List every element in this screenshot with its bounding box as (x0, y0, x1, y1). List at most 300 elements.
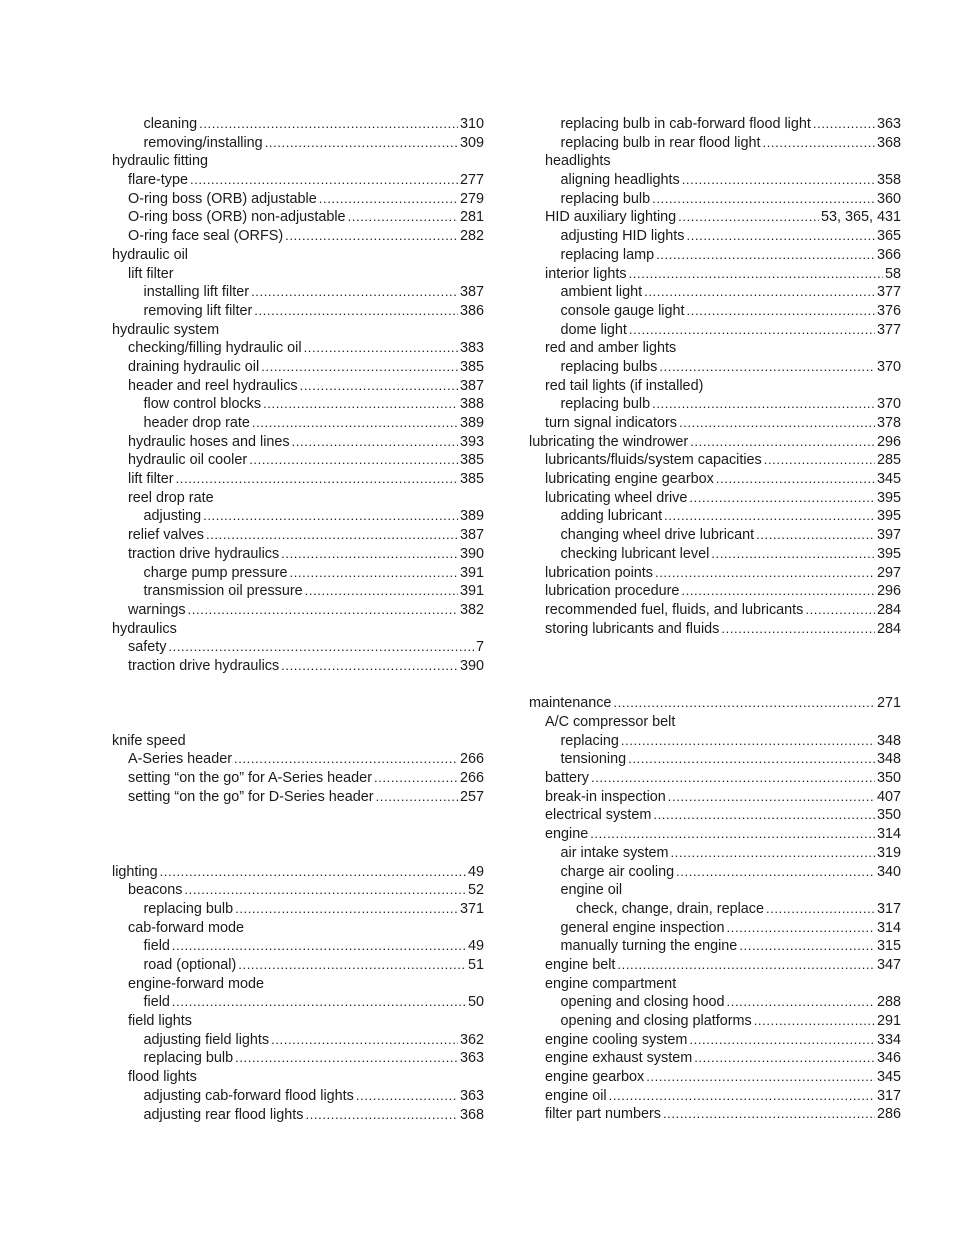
index-term: interior lights (545, 265, 627, 282)
page-number-link[interactable]: 371 (459, 900, 484, 917)
page-number-link[interactable]: 297 (876, 564, 901, 581)
page-number-link[interactable]: 390 (459, 657, 484, 674)
index-entry-check-change-drain-replace[interactable] (529, 900, 901, 919)
dot-leader (265, 134, 458, 153)
page-number-link[interactable]: 53, 365, 431 (820, 209, 901, 226)
page-number-link[interactable]: 390 (459, 545, 484, 562)
index-entry-engine-exhaust-system[interactable] (529, 1049, 901, 1068)
index-term: lift filter (128, 265, 174, 282)
index-term: setting “on the go” for D-Series header (128, 788, 374, 805)
index-entry-hydraulic-oil (112, 246, 484, 265)
index-entry-replacing-bulb[interactable] (529, 395, 901, 414)
index-entry-removing-lift-filter[interactable] (112, 302, 484, 321)
index-entry-header-and-reel-hydraulics[interactable] (112, 377, 484, 396)
dot-leader (271, 1031, 458, 1050)
index-entry-lubrication-points[interactable] (529, 564, 901, 583)
index-entry-adding-lubricant[interactable] (529, 507, 901, 526)
page-number-link[interactable]: 285 (876, 452, 901, 469)
index-entry-replacing-bulbs[interactable] (529, 358, 901, 377)
page-number-link[interactable]: 382 (459, 601, 484, 618)
dot-leader (686, 227, 875, 246)
page-number-link[interactable]: 385 (459, 452, 484, 469)
index-entry-adjusting-field-lights[interactable] (112, 1031, 484, 1050)
page-number-link[interactable]: 350 (876, 807, 901, 824)
index-entry-engine[interactable] (529, 825, 901, 844)
index-term: transmission oil pressure (143, 583, 303, 600)
dot-leader (721, 620, 875, 639)
index-entry-flow-control-blocks[interactable] (112, 395, 484, 414)
page-number-link[interactable]: 348 (876, 751, 901, 768)
index-term: red tail lights (if installed) (545, 377, 704, 394)
page-number-link[interactable]: 388 (459, 396, 484, 413)
index-term: adjusting cab-forward flood lights (143, 1087, 354, 1104)
page-number-link[interactable]: 271 (876, 695, 901, 712)
page-number-link[interactable]: 389 (459, 508, 484, 525)
index-entry-draining-hydraulic-oil[interactable] (112, 358, 484, 377)
index-term: ambient light (560, 284, 643, 301)
index-term: A/C compressor belt (545, 714, 676, 731)
page-number-link[interactable]: 350 (876, 770, 901, 787)
index-entry-transmission-oil-pressure[interactable] (112, 582, 484, 601)
index-entry-relief-valves[interactable] (112, 526, 484, 545)
index-entry-traction-drive-hydraulics[interactable] (112, 545, 484, 564)
dot-leader (261, 358, 458, 377)
dot-leader (254, 302, 458, 321)
page-number-link[interactable]: 58 (884, 265, 901, 282)
index-term: knife speed (112, 732, 186, 749)
page-number-link[interactable]: 363 (459, 1087, 484, 1104)
dot-leader (304, 339, 458, 358)
index-term: adjusting (143, 508, 202, 525)
index-entry-replacing-bulb[interactable] (112, 1049, 484, 1068)
page-number-link[interactable]: 383 (459, 340, 484, 357)
dot-leader (690, 433, 875, 452)
dot-leader (263, 395, 458, 414)
index-term: safety (128, 639, 167, 656)
dot-leader (739, 937, 875, 956)
dot-leader (190, 171, 458, 190)
page-number-link[interactable]: 345 (876, 471, 901, 488)
page-number-link[interactable]: 397 (876, 527, 901, 544)
index-term: beacons (128, 882, 183, 899)
index-entry-air-intake-system[interactable] (529, 844, 901, 863)
index-entry-setting-on-the-go-for-d-series-header[interactable] (112, 788, 484, 807)
index-term: engine gearbox (545, 1069, 645, 1086)
index-term: setting “on the go” for A-Series header (128, 770, 372, 787)
page-number-link[interactable]: 266 (459, 751, 484, 768)
page-number-link[interactable]: 378 (876, 415, 901, 431)
index-entry-lift-filter (112, 265, 484, 284)
dot-leader (184, 881, 466, 900)
index-entry-storing-lubricants-and-fluids[interactable] (529, 620, 901, 639)
index-entry-lighting[interactable] (112, 863, 484, 882)
index-term: opening and closing hood (560, 994, 725, 1011)
dot-leader (235, 1049, 458, 1068)
dot-leader (300, 377, 458, 396)
dot-leader (681, 582, 875, 601)
index-term: O-ring boss (ORB) non-adjustable (128, 209, 346, 226)
index-entry-aligning-headlights[interactable] (529, 171, 901, 190)
index-term: maintenance (529, 695, 612, 712)
index-entry-hydraulic-fitting (112, 152, 484, 171)
page-number-link[interactable]: 387 (459, 377, 484, 394)
index-entry-field[interactable] (112, 937, 484, 956)
index-entry-dome-light[interactable] (529, 321, 901, 340)
index-entry-field[interactable] (112, 993, 484, 1012)
page-number-link[interactable]: 348 (876, 732, 901, 749)
dot-leader (252, 414, 458, 433)
dot-leader (664, 507, 875, 526)
page-number-link[interactable]: 49 (467, 863, 484, 880)
index-term: engine (545, 826, 589, 843)
dot-leader (376, 788, 458, 807)
index-entry-o-ring-boss-orb-adjustable[interactable] (112, 190, 484, 209)
index-entry-lift-filter[interactable] (112, 470, 484, 489)
index-entry-engine-oil[interactable] (529, 1087, 901, 1106)
index-term: reel drop rate (128, 489, 214, 506)
dot-leader (160, 863, 466, 882)
page-number-link[interactable]: 7 (475, 639, 484, 656)
dot-leader (656, 246, 875, 265)
index-entry-cleaning[interactable] (112, 115, 484, 134)
dot-leader (652, 190, 875, 209)
page-number-link[interactable]: 393 (459, 433, 484, 450)
index-entry-o-ring-boss-orb-non-adjustable[interactable] (112, 208, 484, 227)
index-term: aligning headlights (560, 172, 680, 189)
index-entry-checking-filling-hydraulic-oil[interactable] (112, 339, 484, 358)
index-term: lift filter (128, 471, 174, 488)
dot-leader (590, 825, 875, 844)
page-number-link[interactable]: 314 (876, 919, 901, 936)
index-entry-flare-type[interactable] (112, 171, 484, 190)
index-entry-tensioning[interactable] (529, 750, 901, 769)
index-entry-road-optional[interactable] (112, 956, 484, 975)
index-term: header and reel hydraulics (128, 377, 298, 394)
index-entry-lubricants-fluids-system-capacities[interactable] (529, 451, 901, 470)
index-entry-replacing-bulb[interactable] (112, 900, 484, 919)
dot-leader (172, 993, 466, 1012)
index-term: turn signal indicators (545, 415, 677, 431)
index-term: cab-forward mode (128, 919, 244, 936)
page-number-link[interactable]: 284 (876, 601, 901, 618)
dot-leader (663, 1105, 875, 1124)
index-entry-header-drop-rate[interactable] (112, 414, 484, 433)
dot-leader (629, 265, 883, 284)
page-number-link[interactable]: 386 (459, 302, 484, 319)
page-number-link[interactable]: 281 (459, 209, 484, 226)
dot-leader (188, 601, 458, 620)
page-number-link[interactable]: 391 (459, 583, 484, 600)
index-entry-hydraulic-hoses-and-lines[interactable] (112, 433, 484, 452)
dot-leader (168, 638, 474, 657)
index-term: A-Series header (128, 751, 232, 768)
index-term: charge air cooling (560, 863, 675, 880)
dot-leader (763, 134, 875, 153)
index-term: replacing lamp (560, 246, 655, 263)
index-term: check, change, drain, replace (576, 900, 764, 917)
dot-leader (727, 919, 875, 938)
dot-leader (655, 564, 875, 583)
page-number-link[interactable]: 391 (459, 564, 484, 581)
page-number-link[interactable]: 365 (876, 228, 901, 245)
index-entry-hydraulic-oil-cooler[interactable] (112, 451, 484, 470)
index-entry-maintenance[interactable] (529, 694, 901, 713)
index-entry-recommended-fuel-fluids-and-lubricants[interactable] (529, 601, 901, 620)
index-entry-headlights (529, 152, 901, 171)
page-number-link[interactable]: 266 (459, 770, 484, 787)
page-number-link[interactable]: 317 (876, 1087, 901, 1104)
index-entry-replacing-bulb[interactable] (529, 190, 901, 209)
index-entry-adjusting-rear-flood-lights[interactable] (112, 1106, 484, 1125)
index-column-left (112, 115, 484, 1124)
index-term: adjusting rear flood lights (143, 1106, 304, 1123)
index-term: road (optional) (143, 957, 237, 973)
index-term: hydraulics (112, 620, 177, 637)
index-term: opening and closing platforms (560, 1013, 752, 1030)
page-number-link[interactable]: 277 (459, 172, 484, 189)
page-number-link[interactable]: 370 (876, 358, 901, 375)
page-number-link[interactable]: 340 (876, 863, 901, 880)
page-number-link[interactable]: 309 (459, 134, 484, 151)
dot-leader (238, 956, 466, 975)
index-entry-flood-lights (112, 1068, 484, 1087)
index-entry-opening-and-closing-hood[interactable] (529, 993, 901, 1012)
index-term: traction drive hydraulics (128, 545, 280, 562)
index-entry-lubrication-procedure[interactable] (529, 582, 901, 601)
page-number-link[interactable]: 296 (876, 583, 901, 600)
index-entry-adjusting[interactable] (112, 507, 484, 526)
index-entry-hid-auxiliary-lighting[interactable] (529, 208, 901, 227)
index-term: hydraulic system (112, 321, 220, 338)
index-term: O-ring face seal (ORFS) (128, 228, 284, 245)
index-term: checking lubricant level (560, 545, 710, 562)
index-term: engine oil (545, 1087, 607, 1104)
dot-leader (609, 1087, 875, 1106)
dot-leader (281, 545, 458, 564)
page-number-link[interactable]: 362 (459, 1031, 484, 1048)
index-entry-charge-pump-pressure[interactable] (112, 564, 484, 583)
page-number-link[interactable]: 282 (459, 228, 484, 245)
index-entry-o-ring-face-seal-orfs[interactable] (112, 227, 484, 246)
dot-leader (679, 414, 875, 433)
dot-leader (676, 863, 875, 882)
index-term: replacing (560, 732, 619, 749)
page-number-link[interactable]: 376 (876, 302, 901, 319)
index-term: removing lift filter (143, 302, 253, 319)
index-entry-general-engine-inspection[interactable] (529, 919, 901, 938)
page-number-link[interactable]: 51 (467, 957, 484, 973)
page-number-link[interactable]: 407 (876, 788, 901, 805)
index-entry-red-and-amber-lights (529, 339, 901, 358)
index-entry-traction-drive-hydraulics[interactable] (112, 657, 484, 676)
page-number-link[interactable]: 286 (876, 1106, 901, 1123)
page-number-link[interactable]: 314 (876, 826, 901, 843)
dot-leader (305, 582, 458, 601)
index-entry-engine-gearbox[interactable] (529, 1068, 901, 1087)
dot-leader (689, 1031, 875, 1050)
dot-leader (289, 564, 458, 583)
index-entry-replacing-bulb-in-rear-flood-light[interactable] (529, 134, 901, 153)
index-entry-ambient-light[interactable] (529, 283, 901, 302)
index-entry-lubricating-the-windrower[interactable] (529, 433, 901, 452)
index-term: adding lubricant (560, 508, 663, 525)
index-term: filter part numbers (545, 1106, 661, 1123)
dot-leader (678, 208, 819, 227)
index-term: checking/filling hydraulic oil (128, 340, 302, 357)
dot-leader (766, 900, 875, 919)
dot-leader (234, 750, 458, 769)
page-number-link[interactable]: 385 (459, 471, 484, 488)
index-entry-engine-oil (529, 881, 901, 900)
index-entry-installing-lift-filter[interactable] (112, 283, 484, 302)
page-number-link[interactable]: 279 (459, 190, 484, 207)
index-entry-electrical-system[interactable] (529, 806, 901, 825)
index-term: electrical system (545, 807, 652, 824)
index-term: flow control blocks (143, 396, 262, 413)
page-number-link[interactable]: 358 (876, 172, 901, 189)
index-term: engine-forward mode (128, 975, 264, 992)
index-term: red and amber lights (545, 340, 677, 357)
index-term: engine compartment (545, 975, 677, 992)
page-number-link[interactable]: 50 (467, 994, 484, 1011)
page-number-link[interactable]: 317 (876, 900, 901, 917)
index-entry-safety[interactable] (112, 638, 484, 657)
index-entry-break-in-inspection[interactable] (529, 788, 901, 807)
page-number-link[interactable]: 387 (459, 527, 484, 544)
dot-leader (764, 451, 875, 470)
index-term: lubricants/fluids/system capacities (545, 452, 762, 469)
page-number-link[interactable]: 347 (876, 956, 901, 973)
page-number-link[interactable]: 345 (876, 1069, 901, 1086)
dot-leader (172, 937, 466, 956)
page-number-link[interactable]: 334 (876, 1031, 901, 1048)
index-entry-hydraulic-system (112, 321, 484, 340)
dot-leader (281, 657, 458, 676)
page-number-link[interactable]: 49 (467, 938, 484, 955)
page-number-link[interactable]: 377 (876, 284, 901, 301)
index-term: engine exhaust system (545, 1050, 693, 1067)
index-term: air intake system (560, 844, 669, 861)
index-entry-checking-lubricant-level[interactable] (529, 545, 901, 564)
index-entry-lubricating-wheel-drive[interactable] (529, 489, 901, 508)
index-entry-console-gauge-light[interactable] (529, 302, 901, 321)
index-term: adjusting field lights (143, 1031, 270, 1048)
index-entry-replacing-bulb-in-cab-forward-flood-light[interactable] (529, 115, 901, 134)
page-number-link[interactable]: 387 (459, 284, 484, 301)
page-number-link[interactable]: 363 (459, 1050, 484, 1067)
index-entry-adjusting-cab-forward-flood-lights[interactable] (112, 1087, 484, 1106)
dot-leader (644, 283, 875, 302)
dot-leader (652, 395, 875, 414)
page-number-link[interactable]: 315 (876, 938, 901, 955)
page-number-link[interactable]: 368 (459, 1106, 484, 1123)
index-term: lighting (112, 863, 158, 880)
page-number-link[interactable]: 360 (876, 190, 901, 207)
index-entry-reel-drop-rate (112, 489, 484, 508)
page-number-link[interactable]: 395 (876, 508, 901, 525)
index-term: hydraulic fitting (112, 153, 208, 170)
page-number-link[interactable]: 291 (876, 1013, 901, 1030)
page-number-link[interactable]: 366 (876, 246, 901, 263)
index-entry-lubricating-engine-gearbox[interactable] (529, 470, 901, 489)
page-number-link[interactable]: 395 (876, 489, 901, 506)
index-term: battery (545, 770, 589, 787)
index-entry-engine-cooling-system[interactable] (529, 1031, 901, 1050)
index-term: O-ring boss (ORB) adjustable (128, 190, 317, 207)
index-term: HID auxiliary lighting (545, 209, 677, 226)
page-number-link[interactable]: 346 (876, 1050, 901, 1067)
index-entry-removing-installing[interactable] (112, 134, 484, 153)
index-entry-turn-signal-indicators[interactable] (529, 414, 901, 433)
index-entry-knife-speed (112, 732, 484, 751)
page-number-link[interactable]: 363 (876, 116, 901, 132)
index-entry-filter-part-numbers[interactable] (529, 1105, 901, 1124)
index-entry-beacons[interactable] (112, 881, 484, 900)
index-term: field (143, 994, 170, 1011)
page-number-link[interactable]: 368 (876, 134, 901, 151)
index-term: headlights (545, 153, 611, 170)
index-entry-interior-lights[interactable] (529, 265, 901, 284)
index-term: hydraulic hoses and lines (128, 433, 290, 450)
dot-leader (199, 115, 458, 134)
page-number-link[interactable]: 310 (459, 116, 484, 132)
dot-leader (653, 806, 875, 825)
index-term: replacing bulb (560, 190, 651, 207)
dot-leader (711, 545, 875, 564)
index-term: hydraulic oil (112, 246, 188, 263)
index-term: replacing bulb in cab-forward flood light (560, 116, 811, 132)
page-number-link[interactable]: 52 (467, 882, 484, 899)
dot-leader (670, 844, 875, 863)
page-number-link[interactable]: 377 (876, 321, 901, 338)
page-number-link[interactable]: 288 (876, 994, 901, 1011)
page-number-link[interactable]: 370 (876, 396, 901, 413)
dot-leader (646, 1068, 875, 1087)
index-entry-manually-turning-the-engine[interactable] (529, 937, 901, 956)
index-entry-warnings[interactable] (112, 601, 484, 620)
dot-leader (206, 526, 458, 545)
index-term: cleaning (143, 116, 198, 132)
index-entry-battery[interactable] (529, 769, 901, 788)
index-entry-engine-belt[interactable] (529, 956, 901, 975)
page-number-link[interactable]: 385 (459, 358, 484, 375)
page-number-link[interactable]: 284 (876, 620, 901, 637)
page-number-link[interactable]: 389 (459, 415, 484, 431)
index-entry-field-lights (112, 1012, 484, 1031)
dot-leader (285, 227, 458, 246)
index-term: replacing bulb (143, 1050, 234, 1067)
index-entry-a-series-header[interactable] (112, 750, 484, 769)
index-entry-opening-and-closing-platforms[interactable] (529, 1012, 901, 1031)
dot-leader (687, 302, 875, 321)
index-term: warnings (128, 601, 186, 618)
index-entry-setting-on-the-go-for-a-series-header[interactable] (112, 769, 484, 788)
page-number-link[interactable]: 296 (876, 433, 901, 450)
page-number-link[interactable]: 395 (876, 545, 901, 562)
dot-leader (292, 433, 458, 452)
index-entry-adjusting-hid-lights[interactable] (529, 227, 901, 246)
dot-leader (319, 190, 458, 209)
page-number-link[interactable]: 257 (459, 788, 484, 805)
page-number-link[interactable]: 319 (876, 844, 901, 861)
index-entry-replacing[interactable] (529, 732, 901, 751)
index-term: relief valves (128, 527, 204, 544)
index-term: general engine inspection (560, 919, 725, 936)
index-entry-changing-wheel-drive-lubricant[interactable] (529, 526, 901, 545)
index-entry-charge-air-cooling[interactable] (529, 863, 901, 882)
index-term: storing lubricants and fluids (545, 620, 720, 637)
index-entry-replacing-lamp[interactable] (529, 246, 901, 265)
